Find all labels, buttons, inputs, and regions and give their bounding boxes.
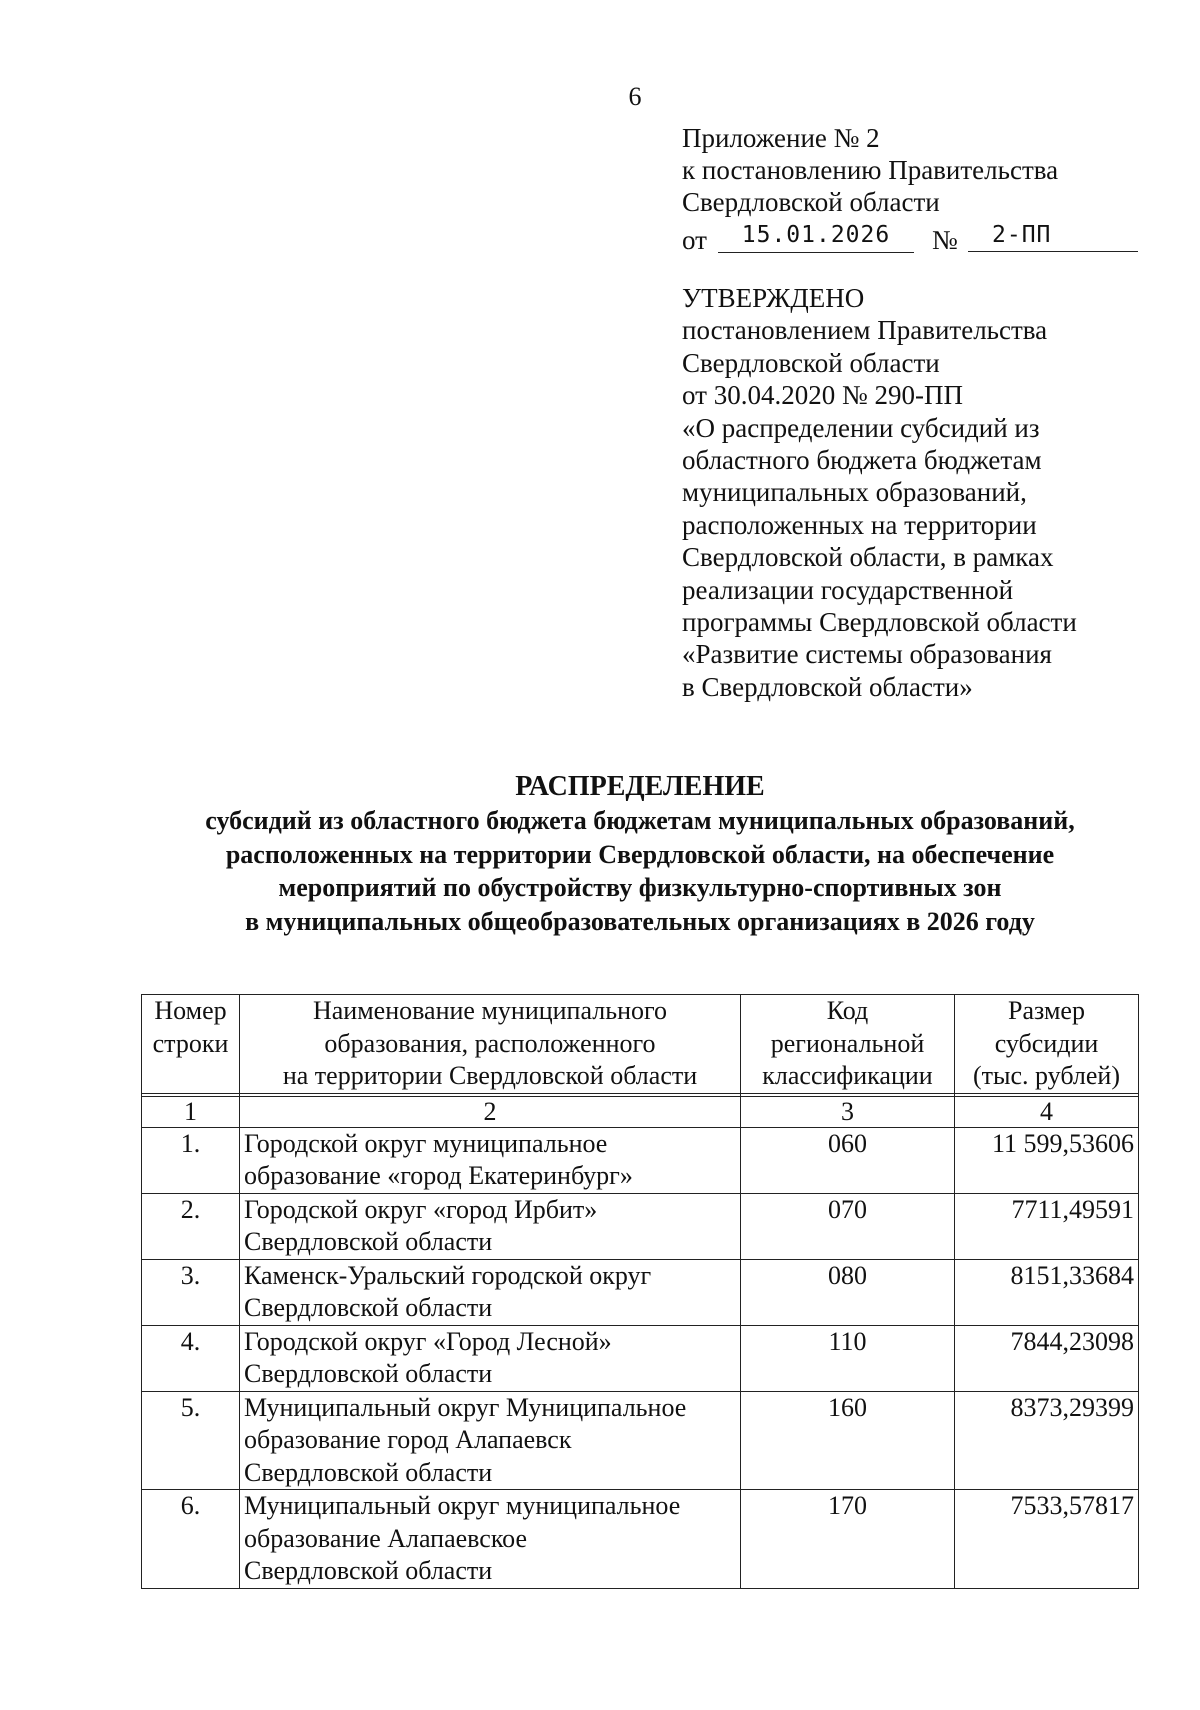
approved-line: Свердловской области bbox=[682, 347, 940, 378]
number-prefix: № bbox=[932, 225, 958, 255]
approved-line: Свердловской области, в рамках bbox=[682, 542, 1054, 573]
header-line: классификации bbox=[762, 1061, 933, 1090]
approved-line: расположенных на территории bbox=[682, 509, 1037, 540]
name-line: Свердловской области bbox=[244, 1359, 493, 1388]
name-line: образование «город Екатеринбург» bbox=[244, 1161, 633, 1190]
name-line: Свердловской области bbox=[244, 1293, 493, 1322]
title-line: мероприятий по обустройству физкультурно-спортивных зон bbox=[278, 873, 1002, 902]
header-line: строки bbox=[152, 1028, 229, 1058]
name-line: Свердловской области bbox=[244, 1556, 493, 1585]
row-number: 2. bbox=[142, 1193, 240, 1259]
name-line: Городской округ «Город Лесной» bbox=[244, 1326, 612, 1356]
approved-line: муниципальных образований, bbox=[682, 477, 1027, 508]
table-row bbox=[142, 1490, 1139, 1589]
name-line: Свердловской области bbox=[244, 1457, 493, 1487]
column-number-row bbox=[142, 1096, 1139, 1127]
column-number: 3 bbox=[741, 1096, 955, 1127]
row-number: 3. bbox=[142, 1259, 240, 1325]
name-line: образование Алапаевское bbox=[244, 1523, 528, 1553]
column-number: 2 bbox=[240, 1096, 741, 1127]
header-row-number bbox=[142, 995, 240, 1094]
approved-line: постановлением Правительства bbox=[682, 315, 1048, 346]
name-line: Свердловской области bbox=[244, 1227, 493, 1256]
approved-line: областного бюджета бюджетам bbox=[682, 444, 1042, 475]
header-line: Размер bbox=[1008, 996, 1085, 1025]
table-row bbox=[142, 1193, 1139, 1259]
table-row bbox=[142, 1325, 1139, 1391]
approved-line: реализации государственной bbox=[682, 574, 1014, 605]
name-line: Каменск-Уральский городской округ bbox=[244, 1260, 652, 1290]
region-code: 160 bbox=[741, 1391, 955, 1490]
subsidy-table bbox=[141, 994, 1139, 1589]
region-code: 170 bbox=[741, 1490, 955, 1589]
row-number: 5. bbox=[142, 1391, 240, 1490]
name-line: образование город Алапаевск bbox=[244, 1425, 572, 1454]
name-line: Муниципальный округ Муниципальное bbox=[244, 1392, 687, 1422]
region-code: 070 bbox=[741, 1193, 955, 1259]
header-line: на территории Свердловской области bbox=[282, 1061, 698, 1090]
name-line: Муниципальный округ муниципальное bbox=[244, 1491, 681, 1520]
name-line: Городской округ «город Ирбит» bbox=[244, 1194, 598, 1224]
approved-line: «О распределении субсидий из bbox=[682, 412, 1040, 443]
row-number: 4. bbox=[142, 1325, 240, 1391]
title-main: РАСПРЕДЕЛЕНИЕ bbox=[515, 771, 765, 802]
subsidy-amount: 7533,57817 bbox=[955, 1490, 1139, 1589]
appendix-line: Свердловской области bbox=[682, 187, 940, 217]
date-prefix: от bbox=[682, 225, 707, 255]
approved-line: в Свердловской области» bbox=[682, 671, 973, 702]
header-municipality-name bbox=[240, 995, 741, 1094]
table-row bbox=[142, 1259, 1139, 1325]
header-region-code bbox=[741, 995, 955, 1094]
title-line: расположенных на территории Свердловской области, на обеспечение bbox=[225, 839, 1055, 869]
approved-line: «Развитие системы образования bbox=[682, 639, 1052, 670]
approved-heading: УТВЕРЖДЕНО bbox=[682, 283, 865, 313]
subsidy-amount: 7711,49591 bbox=[955, 1193, 1139, 1259]
header-line: (тыс. рублей) bbox=[972, 1061, 1120, 1090]
region-code: 060 bbox=[741, 1127, 955, 1193]
title-line: в муниципальных общеобразовательных организациях в 2026 году bbox=[245, 906, 1035, 936]
title-line: субсидий из областного бюджета бюджетам муниципальных образований, bbox=[205, 806, 1075, 835]
decree-date: 15.01.2026 bbox=[718, 220, 914, 253]
header-line: Номер bbox=[154, 996, 227, 1025]
subsidy-amount: 8373,29399 bbox=[955, 1391, 1139, 1490]
subsidy-amount: 11 599,53606 bbox=[955, 1127, 1139, 1193]
municipality-name bbox=[240, 1325, 741, 1391]
page-number: 6 bbox=[628, 82, 642, 111]
municipality-name bbox=[240, 1259, 741, 1325]
column-number: 1 bbox=[142, 1096, 240, 1127]
approved-line: программы Свердловской области bbox=[682, 606, 1077, 637]
table-row bbox=[142, 1391, 1139, 1490]
approved-line: от 30.04.2020 № 290-ПП bbox=[682, 380, 963, 411]
row-number: 6. bbox=[142, 1490, 240, 1589]
municipality-name bbox=[240, 1127, 741, 1193]
table-header-row bbox=[142, 995, 1139, 1094]
row-number: 1. bbox=[142, 1127, 240, 1193]
decree-number: 2-ПП bbox=[968, 220, 1138, 252]
header-line: Наименование муниципального bbox=[312, 996, 668, 1025]
column-number: 4 bbox=[955, 1096, 1139, 1127]
header-subsidy-amount bbox=[955, 995, 1139, 1094]
decree-date-number-line bbox=[682, 220, 1058, 260]
appendix-block bbox=[682, 122, 1058, 260]
header-line: Код bbox=[826, 996, 869, 1025]
header-line: региональной bbox=[770, 1028, 925, 1058]
name-line: Городской округ муниципальное bbox=[244, 1128, 608, 1158]
header-line: субсидии bbox=[994, 1028, 1099, 1058]
region-code: 110 bbox=[741, 1325, 955, 1391]
table-row bbox=[142, 1127, 1139, 1193]
municipality-name bbox=[240, 1193, 741, 1259]
header-line: образования, расположенного bbox=[324, 1028, 656, 1058]
municipality-name bbox=[240, 1391, 741, 1490]
region-code: 080 bbox=[741, 1259, 955, 1325]
document-title bbox=[140, 770, 1140, 938]
subsidy-amount: 8151,33684 bbox=[955, 1259, 1139, 1325]
appendix-line: к постановлению Правительства bbox=[682, 155, 1059, 185]
subsidy-amount: 7844,23098 bbox=[955, 1325, 1139, 1391]
municipality-name bbox=[240, 1490, 741, 1589]
appendix-line: Приложение № 2 bbox=[682, 123, 880, 153]
approved-block bbox=[682, 282, 1077, 703]
